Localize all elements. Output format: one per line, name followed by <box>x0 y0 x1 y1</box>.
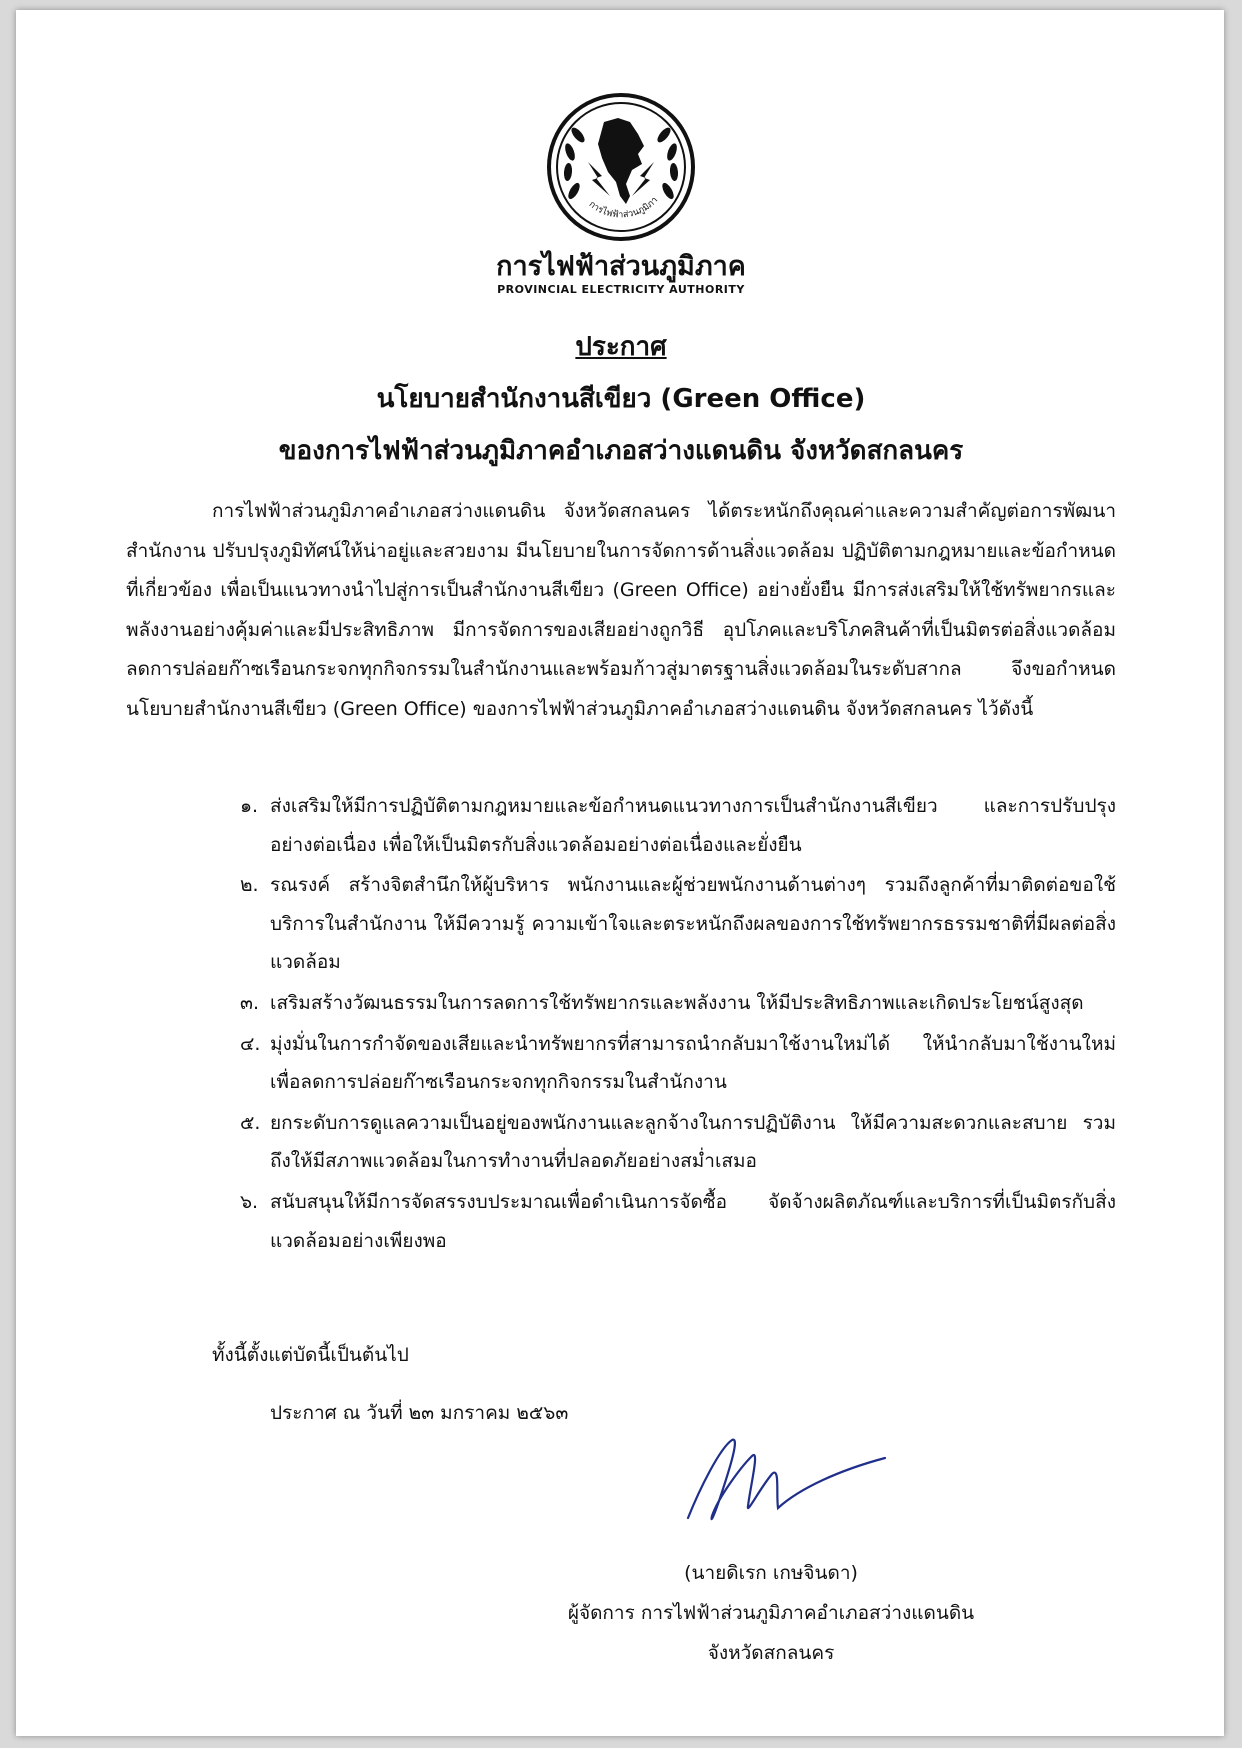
closing-statement: ทั้งนี้ตั้งแต่บัดนี้เป็นต้นไป <box>212 1344 409 1366</box>
policy-item <box>240 984 1116 1023</box>
policy-item-number: ๓. <box>240 991 260 1014</box>
policy-item-number: ๒. <box>240 874 259 897</box>
signatory-name: (นายดิเรก เกษจินดา) <box>684 1562 858 1584</box>
policy-item-number: ๑. <box>240 795 259 817</box>
policy-title: นโยบายสำนักงานสีเขียว (Green Office) <box>376 384 866 414</box>
intro-paragraph <box>126 492 1116 730</box>
policy-item-text: ยกระดับการดูแลความเป็นอยู่ของพนักงานและลูกจ้างในการปฏิบัติงาน ให้มีความสะดวกและสบาย รวมถึงให้มีสภาพแวดล้อมในการทำงานที่ปลอดภัยอย่างสม่ำเสมอ <box>270 1111 1116 1173</box>
announcement-date: ประกาศ ณ วันที่ ๒๓ มกราคม ๒๕๖๓ <box>270 1402 569 1424</box>
policy-item <box>240 1104 1116 1181</box>
signatory-position: ผู้จัดการ การไฟฟ้าส่วนภูมิภาคอำเภอสว่างแดนดิน <box>567 1602 975 1624</box>
signature <box>680 1428 900 1538</box>
policy-item <box>240 787 1116 864</box>
logo-ring-text: การไฟฟ้าส่วนภูมิภา <box>586 195 661 221</box>
announcement-title: ประกาศ <box>575 332 667 362</box>
signature-scribble-icon <box>680 1428 900 1538</box>
policy-item-text: ส่งเสริมให้มีการปฏิบัติตามกฎหมายและข้อกำหนดแนวทางการเป็นสำนักงานสีเขียว และการปรับปรุงอย่างต่อเนื่อง เพื่อให้เป็นมิตรกับสิ่งแวดล้อมอย่างต่อเนื่องและยั่งยืน <box>270 795 1116 856</box>
policy-list <box>240 787 1116 1262</box>
pea-logo <box>546 92 696 242</box>
org-name-thai: การไฟฟ้าส่วนภูมิภาค <box>496 251 746 282</box>
policy-item-text: รณรงค์ สร้างจิตสำนึกให้ผู้บริหาร พนักงานและผู้ช่วยพนักงานด้านต่างๆ รวมถึงลูกค้าที่มาติดต่อขอใช้บริการในสำนักงาน ให้มีความรู้ ความเข้าใจและตระหนักถึงผลของการใช้ทรัพยากรธรรมชาติที่มีผลต่อสิ่งแวดล้อม <box>270 874 1116 974</box>
policy-item-number: ๔. <box>240 1032 261 1055</box>
policy-item-text: สนับสนุนให้มีการจัดสรรงบประมาณเพื่อดำเนินการจัดซื้อ จัดจ้างผลิตภัณฑ์และบริการที่เป็นมิตรกับสิ่งแวดล้อมอย่างเพียงพอ <box>270 1190 1116 1252</box>
policy-item-text: เสริมสร้างวัฒนธรรมในการลดการใช้ทรัพยากรและพลังงาน ให้มีประสิทธิภาพและเกิดประโยชน์สูงสุด <box>270 991 1084 1014</box>
policy-item <box>240 1025 1116 1102</box>
policy-item-number: ๖. <box>240 1190 259 1213</box>
signatory-province: จังหวัดสกลนคร <box>707 1642 835 1664</box>
office-title: ของการไฟฟ้าส่วนภูมิภาคอำเภอสว่างแดนดิน จังหวัดสกลนคร <box>278 436 964 466</box>
pea-emblem-icon <box>546 92 696 242</box>
policy-item-text: มุ่งมั่นในการกำจัดของเสียและนำทรัพยากรที่สามารถนำกลับมาใช้งานใหม่ได้ ให้นำกลับมาใช้งานใหม่ เพื่อลดการปล่อยก๊าซเรือนกระจกทุกกิจกรรมในสำนักงาน <box>270 1032 1116 1094</box>
policy-item <box>240 1183 1116 1260</box>
org-name-english: PROVINCIAL ELECTRICITY AUTHORITY <box>497 283 745 296</box>
policy-item <box>240 866 1116 982</box>
intro-text: การไฟฟ้าส่วนภูมิภาคอำเภอสว่างแดนดิน จังหวัดสกลนคร ได้ตระหนักถึงคุณค่าและความสำคัญต่อการพัฒนาสำนักงาน ปรับปรุงภูมิทัศน์ให้น่าอยู่และสวยงาม มีนโยบายในการจัดการด้านสิ่งแวดล้อม ปฏิบัติตามกฎหมายและข้อกำหนดที่เกี่ยวข้อง เพื่อเป็นแนวทางนำไปสู่การเป็นสำนักงานสีเขียว (Green Office) อย่างยั่งยืน มีการส่งเสริมให้ใช้ทรัพยากรและพลังงานอย่างคุ้มค่าและมีประสิทธิภาพ มีการจัดการของเสียอย่างถูกวิธี อุปโภคและบริโภคสินค้าที่เป็นมิตรต่อสิ่งแวดล้อม ลดการปล่อยก๊าซเรือนกระจกทุกกิจกรรมในสำนักงานและพร้อมก้าวสู่มาตรฐานสิ่งแวดล้อมในระดับสากล จึงขอกำหนดนโยบายสำนักงานสีเขียว (Green Office) ของการไฟฟ้าส่วนภูมิภาคอำเภอสว่างแดนดิน จังหวัดสกลนคร ไว้ดังนี้ <box>126 500 1116 720</box>
policy-item-number: ๕. <box>240 1111 261 1134</box>
